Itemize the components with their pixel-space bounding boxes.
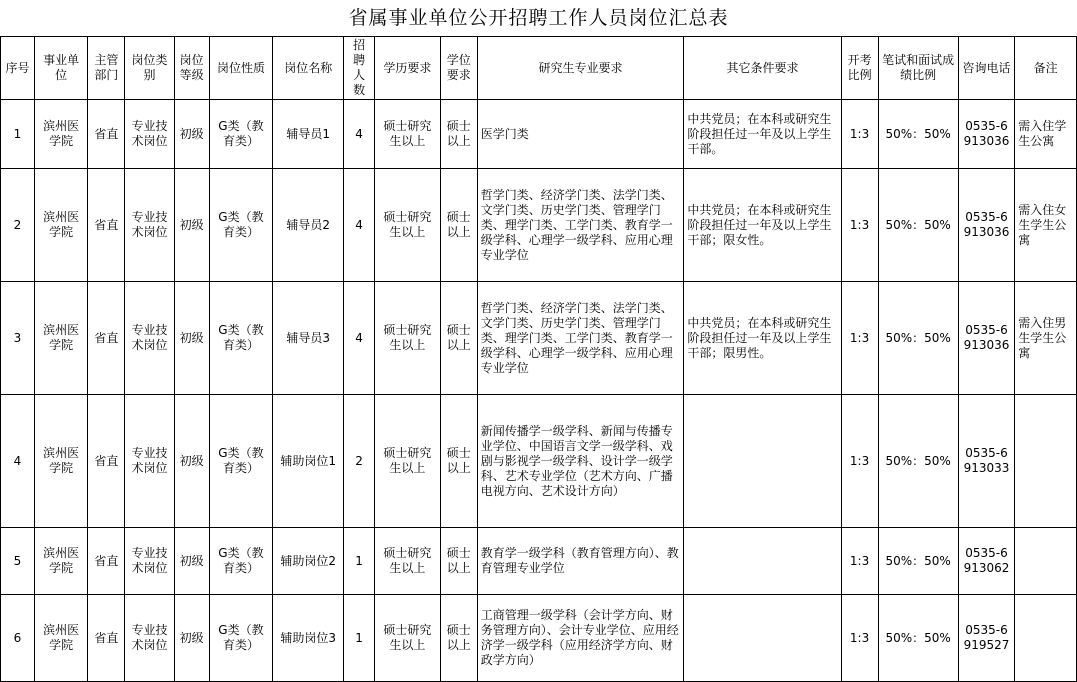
cell-unit: 滨州医学院 bbox=[34, 395, 87, 528]
cell-post-level: 初级 bbox=[174, 282, 209, 395]
cell-seq: 6 bbox=[1, 595, 35, 682]
cell-post-name: 辅导员3 bbox=[273, 282, 344, 395]
cell-unit: 滨州医学院 bbox=[34, 282, 87, 395]
cell-remarks: 需入住男生学生公寓 bbox=[1015, 282, 1077, 395]
cell-phone: 0535-6919527 bbox=[958, 595, 1015, 682]
cell-headcount: 2 bbox=[344, 395, 375, 528]
cell-dept: 省直 bbox=[88, 395, 125, 528]
cell-dept: 省直 bbox=[88, 282, 125, 395]
cell-post-level: 初级 bbox=[174, 528, 209, 595]
header-post-name: 岗位名称 bbox=[273, 37, 344, 100]
cell-post-category: 专业技术岗位 bbox=[125, 282, 174, 395]
cell-post-nature: G类（教育类） bbox=[209, 528, 273, 595]
cell-other-conditions bbox=[684, 595, 841, 682]
cell-dept: 省直 bbox=[88, 528, 125, 595]
cell-post-category: 专业技术岗位 bbox=[125, 100, 174, 169]
cell-post-name: 辅助岗位1 bbox=[273, 395, 344, 528]
cell-other-conditions: 中共党员；在本科或研究生阶段担任过一年及以上学生干部；限男性。 bbox=[684, 282, 841, 395]
header-post-nature: 岗位性质 bbox=[209, 37, 273, 100]
cell-degree: 硕士以上 bbox=[440, 595, 477, 682]
cell-post-category: 专业技术岗位 bbox=[125, 595, 174, 682]
table-row bbox=[1, 282, 1077, 395]
cell-education: 硕士研究生以上 bbox=[375, 100, 441, 169]
cell-seq: 4 bbox=[1, 395, 35, 528]
header-major: 研究生专业要求 bbox=[477, 37, 684, 100]
cell-post-nature: G类（教育类） bbox=[209, 100, 273, 169]
cell-unit: 滨州医学院 bbox=[34, 595, 87, 682]
cell-education: 硕士研究生以上 bbox=[375, 528, 441, 595]
table-row bbox=[1, 595, 1077, 682]
cell-other-conditions: 中共党员；在本科或研究生阶段担任过一年及以上学生干部；限女性。 bbox=[684, 169, 841, 282]
cell-score-ratio: 50%：50% bbox=[878, 528, 958, 595]
cell-education: 硕士研究生以上 bbox=[375, 282, 441, 395]
cell-dept: 省直 bbox=[88, 100, 125, 169]
cell-other-conditions bbox=[684, 528, 841, 595]
cell-post-name: 辅导员2 bbox=[273, 169, 344, 282]
header-score-ratio: 笔试和面试成绩比例 bbox=[878, 37, 958, 100]
cell-headcount: 4 bbox=[344, 100, 375, 169]
cell-degree: 硕士以上 bbox=[440, 282, 477, 395]
header-post-category: 岗位类别 bbox=[125, 37, 174, 100]
header-remarks: 备注 bbox=[1015, 37, 1077, 100]
cell-post-name: 辅助岗位2 bbox=[273, 528, 344, 595]
cell-remarks bbox=[1015, 595, 1077, 682]
cell-post-level: 初级 bbox=[174, 395, 209, 528]
cell-major: 哲学门类、经济学门类、法学门类、文学门类、历史学门类、管理学门类、理学门类、工学门类、教育学一级学科、心理学一级学科、应用心理专业学位 bbox=[477, 282, 684, 395]
cell-post-level: 初级 bbox=[174, 595, 209, 682]
cell-unit: 滨州医学院 bbox=[34, 528, 87, 595]
cell-headcount: 4 bbox=[344, 282, 375, 395]
header-headcount: 招聘人数 bbox=[344, 37, 375, 100]
positions-table bbox=[0, 36, 1077, 682]
cell-post-name: 辅助岗位3 bbox=[273, 595, 344, 682]
cell-seq: 2 bbox=[1, 169, 35, 282]
cell-dept: 省直 bbox=[88, 169, 125, 282]
cell-exam-ratio: 1:3 bbox=[841, 395, 878, 528]
cell-remarks: 需入住女生学生公寓 bbox=[1015, 169, 1077, 282]
cell-headcount: 4 bbox=[344, 169, 375, 282]
cell-degree: 硕士以上 bbox=[440, 169, 477, 282]
cell-post-category: 专业技术岗位 bbox=[125, 528, 174, 595]
header-seq: 序号 bbox=[1, 37, 35, 100]
cell-unit: 滨州医学院 bbox=[34, 169, 87, 282]
cell-score-ratio: 50%：50% bbox=[878, 282, 958, 395]
cell-remarks bbox=[1015, 395, 1077, 528]
table-row bbox=[1, 169, 1077, 282]
cell-score-ratio: 50%：50% bbox=[878, 595, 958, 682]
header-row bbox=[1, 37, 1077, 100]
header-exam-ratio: 开考比例 bbox=[841, 37, 878, 100]
cell-post-category: 专业技术岗位 bbox=[125, 169, 174, 282]
cell-other-conditions: 中共党员；在本科或研究生阶段担任过一年及以上学生干部。 bbox=[684, 100, 841, 169]
cell-headcount: 1 bbox=[344, 528, 375, 595]
header-education: 学历要求 bbox=[375, 37, 441, 100]
cell-seq: 5 bbox=[1, 528, 35, 595]
cell-major: 教育学一级学科（教育管理方向）、教育管理专业学位 bbox=[477, 528, 684, 595]
table-row bbox=[1, 395, 1077, 528]
header-degree: 学位要求 bbox=[440, 37, 477, 100]
cell-score-ratio: 50%：50% bbox=[878, 100, 958, 169]
cell-other-conditions bbox=[684, 395, 841, 528]
cell-post-nature: G类（教育类） bbox=[209, 395, 273, 528]
header-unit: 事业单位 bbox=[34, 37, 87, 100]
table-row bbox=[1, 100, 1077, 169]
header-other-conditions: 其它条件要求 bbox=[684, 37, 841, 100]
cell-degree: 硕士以上 bbox=[440, 395, 477, 528]
cell-education: 硕士研究生以上 bbox=[375, 395, 441, 528]
cell-major: 新闻传播学一级学科、新闻与传播专业学位、中国语言文学一级学科、戏剧与影视学一级学科、设计学一级学科、艺术专业学位（艺术方向、广播电视方向、艺术设计方向） bbox=[477, 395, 684, 528]
cell-remarks: 需入住学生公寓 bbox=[1015, 100, 1077, 169]
cell-exam-ratio: 1:3 bbox=[841, 169, 878, 282]
cell-exam-ratio: 1:3 bbox=[841, 100, 878, 169]
cell-seq: 3 bbox=[1, 282, 35, 395]
cell-post-nature: G类（教育类） bbox=[209, 595, 273, 682]
header-phone: 咨询电话 bbox=[958, 37, 1015, 100]
cell-seq: 1 bbox=[1, 100, 35, 169]
cell-post-category: 专业技术岗位 bbox=[125, 395, 174, 528]
cell-major: 工商管理一级学科（会计学方向、财务管理方向）、会计专业学位、应用经济学一级学科（应用经济学方向、财政学方向） bbox=[477, 595, 684, 682]
cell-phone: 0535-6913036 bbox=[958, 282, 1015, 395]
cell-major: 哲学门类、经济学门类、法学门类、文学门类、历史学门类、管理学门类、理学门类、工学门类、教育学一级学科、心理学一级学科、应用心理专业学位 bbox=[477, 169, 684, 282]
page-title: 省属事业单位公开招聘工作人员岗位汇总表 bbox=[348, 7, 729, 29]
cell-degree: 硕士以上 bbox=[440, 528, 477, 595]
cell-post-level: 初级 bbox=[174, 169, 209, 282]
cell-headcount: 1 bbox=[344, 595, 375, 682]
cell-post-nature: G类（教育类） bbox=[209, 169, 273, 282]
cell-exam-ratio: 1:3 bbox=[841, 595, 878, 682]
cell-phone: 0535-6913036 bbox=[958, 169, 1015, 282]
header-dept: 主管部门 bbox=[88, 37, 125, 100]
cell-unit: 滨州医学院 bbox=[34, 100, 87, 169]
cell-post-nature: G类（教育类） bbox=[209, 282, 273, 395]
cell-major: 医学门类 bbox=[477, 100, 684, 169]
cell-post-level: 初级 bbox=[174, 100, 209, 169]
cell-phone: 0535-6913036 bbox=[958, 100, 1015, 169]
cell-dept: 省直 bbox=[88, 595, 125, 682]
cell-degree: 硕士以上 bbox=[440, 100, 477, 169]
cell-phone: 0535-6913033 bbox=[958, 395, 1015, 528]
table-row bbox=[1, 528, 1077, 595]
cell-score-ratio: 50%：50% bbox=[878, 395, 958, 528]
cell-phone: 0535-6913062 bbox=[958, 528, 1015, 595]
header-post-level: 岗位等级 bbox=[174, 37, 209, 100]
cell-post-name: 辅导员1 bbox=[273, 100, 344, 169]
cell-exam-ratio: 1:3 bbox=[841, 528, 878, 595]
cell-score-ratio: 50%：50% bbox=[878, 169, 958, 282]
cell-exam-ratio: 1:3 bbox=[841, 282, 878, 395]
cell-remarks bbox=[1015, 528, 1077, 595]
cell-education: 硕士研究生以上 bbox=[375, 169, 441, 282]
cell-education: 硕士研究生以上 bbox=[375, 595, 441, 682]
